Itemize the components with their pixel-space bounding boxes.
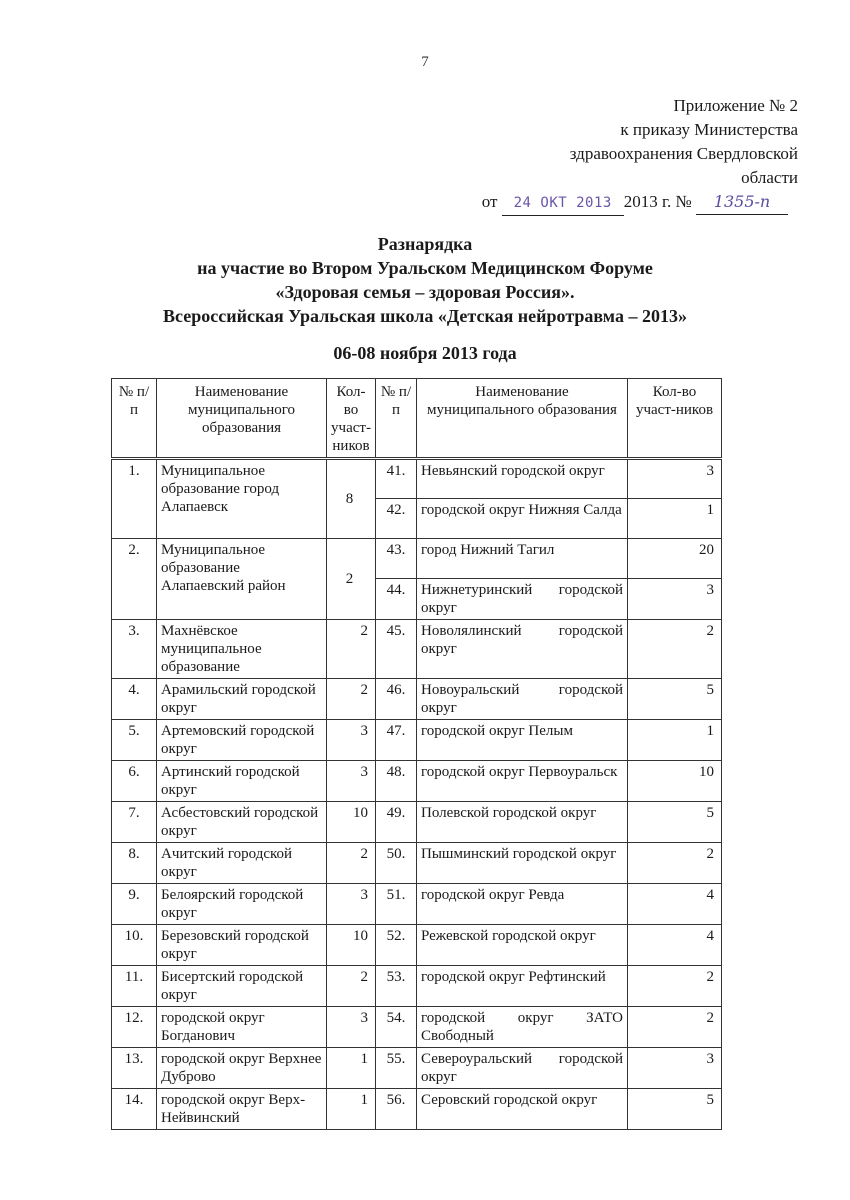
appendix-line-3: здравоохранения Свердловской (569, 144, 798, 163)
heading-line-2: на участие во Втором Уральском Медицинском Форуме (197, 258, 653, 278)
row-name: Бисертский городской округ (157, 966, 327, 1007)
row-name: Березовский городской округ (157, 925, 327, 966)
table-header-row (112, 379, 722, 459)
row-num: 14. (112, 1089, 157, 1130)
row-name: Арамильский городской округ (157, 679, 327, 720)
row-count: 4 (628, 884, 722, 925)
row-name: городской округ Верх-Нейвинский (157, 1089, 327, 1130)
row-count: 2 (327, 679, 376, 720)
row-count: 2 (628, 966, 722, 1007)
row-count: 4 (628, 925, 722, 966)
appendix-line-2: к приказу Министерства (620, 120, 798, 139)
table-row (112, 802, 722, 843)
row-num: 46. (376, 679, 417, 720)
row-num: 10. (112, 925, 157, 966)
row-count: 2 (628, 620, 722, 679)
row-num: 47. (376, 720, 417, 761)
heading-line-4: Всероссийская Уральская школа «Детская нейротравма – 2013» (163, 306, 687, 326)
row-name: Ачитский городской округ (157, 843, 327, 884)
row-count: 2 (327, 966, 376, 1007)
row-count: 3 (327, 761, 376, 802)
row-num: 54. (376, 1007, 417, 1048)
row-num: 7. (112, 802, 157, 843)
row-count: 3 (327, 720, 376, 761)
row-num: 4. (112, 679, 157, 720)
date-suffix: 2013 г. № (623, 192, 692, 211)
table-row (112, 679, 722, 720)
date-prefix: от (481, 192, 498, 211)
row-name: Муниципальное образование город Алапаевск (157, 459, 327, 539)
row-num: 1. (112, 459, 157, 539)
row-name: Нижнетуринский городской округ (417, 579, 628, 620)
row-count: 20 (628, 539, 722, 579)
row-name: Новоуральский городской округ (417, 679, 628, 720)
row-count: 2 (327, 843, 376, 884)
row-name: Серовский городской округ (417, 1089, 628, 1130)
table-row (112, 1089, 722, 1130)
table-row (112, 966, 722, 1007)
header-num-right: № п/п (376, 379, 417, 459)
row-count: 5 (628, 802, 722, 843)
table-row (112, 720, 722, 761)
row-num: 49. (376, 802, 417, 843)
page-number: 7 (421, 54, 429, 70)
row-count: 8 (327, 459, 376, 539)
row-num: 43. (376, 539, 417, 579)
row-num: 41. (376, 459, 417, 499)
row-name: городской округ Ревда (417, 884, 628, 925)
header-name-left: Наименование муниципального образования (157, 379, 327, 459)
row-name: Пышминский городской округ (417, 843, 628, 884)
row-name: городской округ Нижняя Салда (417, 499, 628, 539)
event-dates: 06-08 ноября 2013 года (333, 343, 517, 363)
row-name: Новолялинский городской округ (417, 620, 628, 679)
appendix-block (570, 94, 798, 190)
row-name: Артинский городской округ (157, 761, 327, 802)
document-heading (0, 232, 850, 328)
row-name: Невьянский городской округ (417, 459, 628, 499)
row-name: Режевской городской округ (417, 925, 628, 966)
row-name: городской округ Богданович (157, 1007, 327, 1048)
row-count: 10 (327, 925, 376, 966)
row-num: 50. (376, 843, 417, 884)
date-blank (502, 190, 624, 216)
appendix-line-4: области (741, 168, 798, 187)
row-count: 3 (327, 884, 376, 925)
header-count-left: Кол-во участ-ников (327, 379, 376, 459)
row-name: город Нижний Тагил (417, 539, 628, 579)
row-count: 3 (327, 1007, 376, 1048)
row-num: 51. (376, 884, 417, 925)
row-count: 1 (628, 499, 722, 539)
row-name: Махнёвское муниципальное образование (157, 620, 327, 679)
row-name: городской округ Рефтинский (417, 966, 628, 1007)
order-number: 1355-п (713, 192, 771, 211)
row-num: 3. (112, 620, 157, 679)
row-name: Муниципальное образование Алапаевский район (157, 539, 327, 620)
row-count: 5 (628, 679, 722, 720)
row-num: 9. (112, 884, 157, 925)
row-num: 45. (376, 620, 417, 679)
order-date-line (482, 190, 788, 216)
row-count: 10 (628, 761, 722, 802)
table-row (112, 1048, 722, 1089)
row-count: 3 (628, 1048, 722, 1089)
row-count: 2 (628, 843, 722, 884)
row-num: 5. (112, 720, 157, 761)
row-name: Артемовский городской округ (157, 720, 327, 761)
row-count: 1 (327, 1048, 376, 1089)
table-row (112, 884, 722, 925)
row-num: 12. (112, 1007, 157, 1048)
participants-table (111, 378, 722, 1130)
row-name: Североуральский городской округ (417, 1048, 628, 1089)
table-row (112, 459, 722, 499)
document-title: Разнарядка (377, 234, 473, 254)
row-num: 55. (376, 1048, 417, 1089)
row-num: 13. (112, 1048, 157, 1089)
row-count: 1 (327, 1089, 376, 1130)
table-row (112, 1007, 722, 1048)
row-num: 8. (112, 843, 157, 884)
row-name: городской округ ЗАТО Свободный (417, 1007, 628, 1048)
row-num: 48. (376, 761, 417, 802)
date-stamp: 24 ОКТ 2013 (513, 195, 612, 211)
table-row (112, 761, 722, 802)
row-num: 42. (376, 499, 417, 539)
row-count: 2 (628, 1007, 722, 1048)
row-num: 2. (112, 539, 157, 620)
header-num-left: № п/п (112, 379, 157, 459)
row-name: Белоярский городской округ (157, 884, 327, 925)
table-row (112, 539, 722, 579)
row-name: Асбестовский городской округ (157, 802, 327, 843)
header-count-right: Кол-во участ-ников (628, 379, 722, 459)
row-num: 6. (112, 761, 157, 802)
header-name-right: Наименование муниципального образования (417, 379, 628, 459)
row-count: 2 (327, 620, 376, 679)
row-count: 2 (327, 539, 376, 620)
row-name: Полевской городской округ (417, 802, 628, 843)
order-number-blank (696, 190, 788, 215)
table-row (112, 843, 722, 884)
table-row (112, 620, 722, 679)
heading-line-3: «Здоровая семья – здоровая Россия». (275, 282, 575, 302)
row-name: городской округ Первоуральск (417, 761, 628, 802)
appendix-line-1: Приложение № 2 (673, 96, 798, 115)
row-name: городской округ Верхнее Дуброво (157, 1048, 327, 1089)
row-num: 53. (376, 966, 417, 1007)
row-num: 11. (112, 966, 157, 1007)
row-count: 1 (628, 720, 722, 761)
table-row (112, 925, 722, 966)
row-name: городской округ Пелым (417, 720, 628, 761)
row-count: 10 (327, 802, 376, 843)
row-count: 3 (628, 579, 722, 620)
row-num: 44. (376, 579, 417, 620)
row-count: 5 (628, 1089, 722, 1130)
row-num: 52. (376, 925, 417, 966)
row-count: 3 (628, 459, 722, 499)
row-num: 56. (376, 1089, 417, 1130)
